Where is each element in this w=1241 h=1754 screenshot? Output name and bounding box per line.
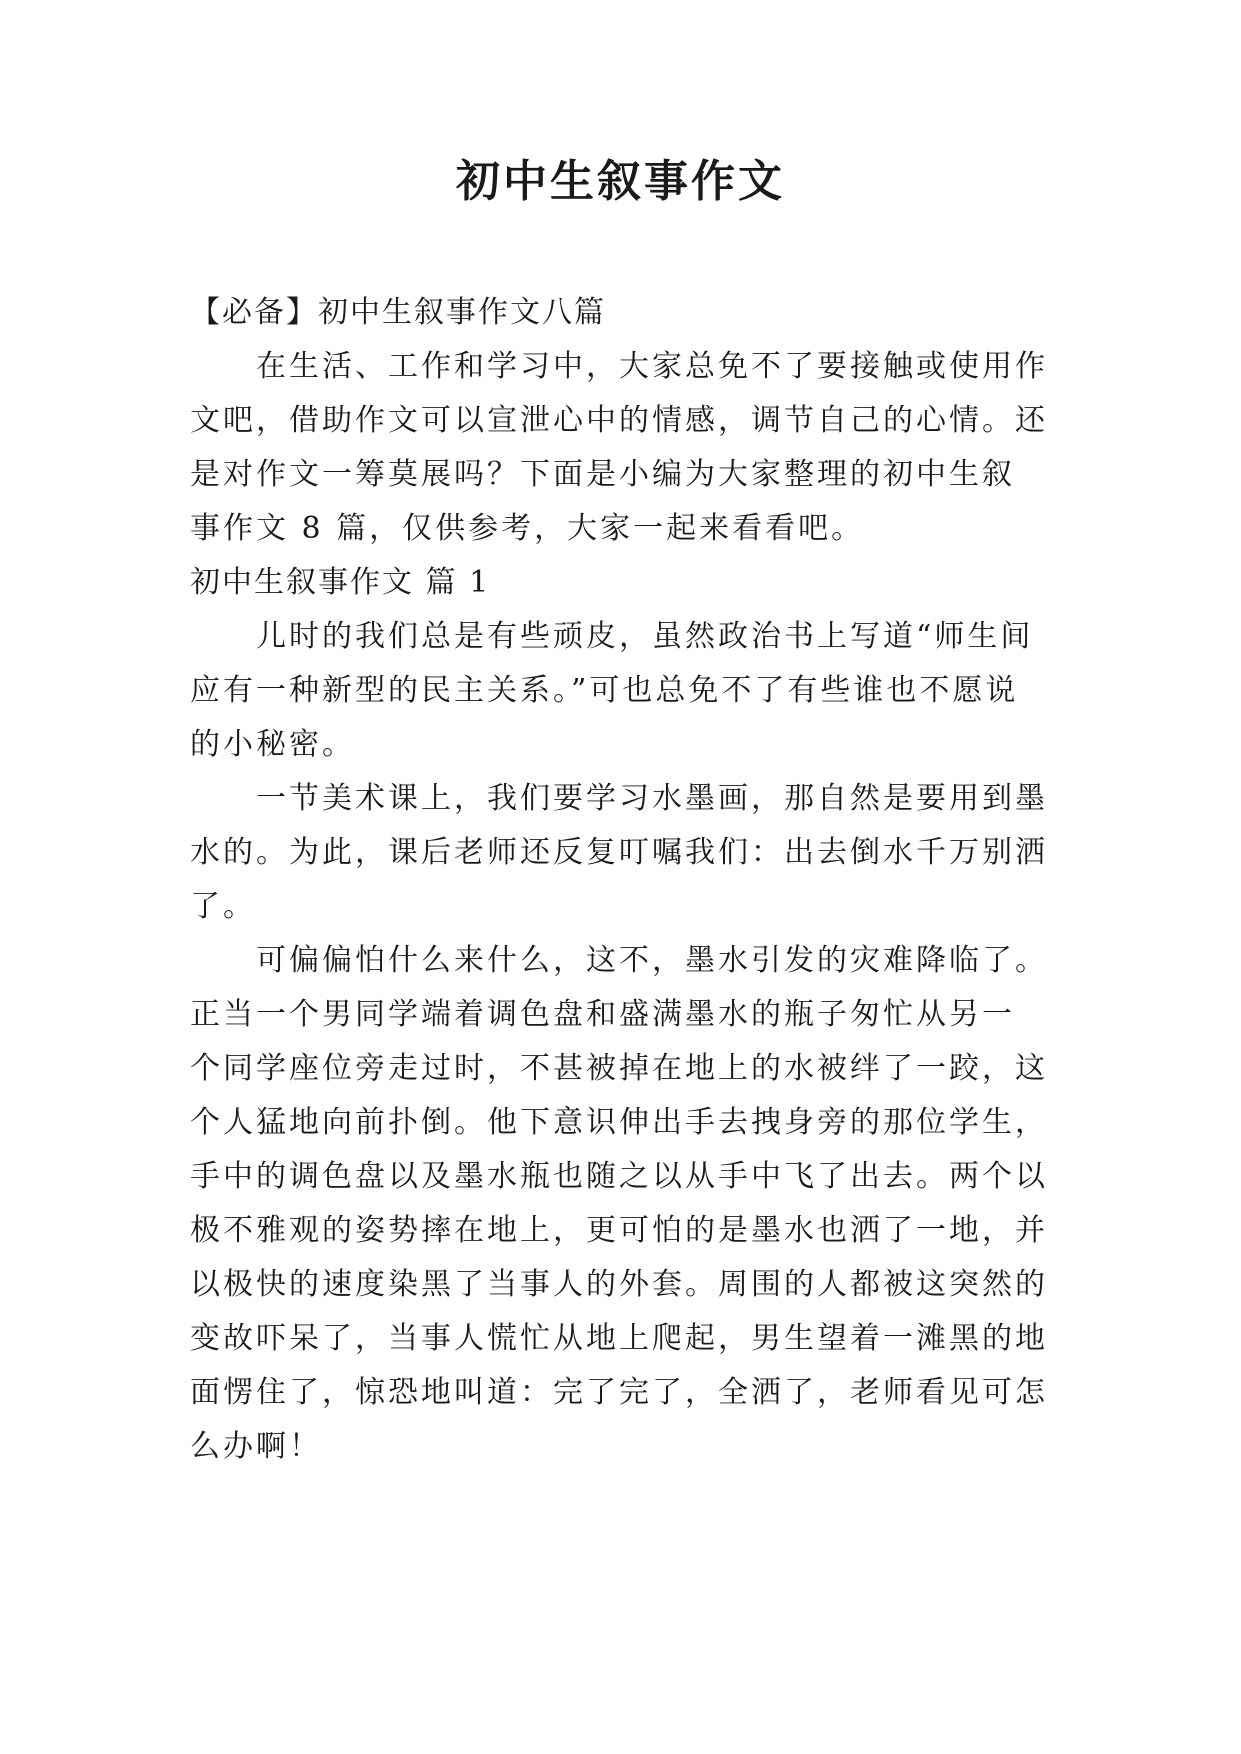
paragraph-line: 是对作文一筹莫展吗？下面是小编为大家整理的初中生叙 <box>190 457 1015 492</box>
paragraph-line: 面愣住了，惊恐地叫道：完了完了，全洒了，老师看见可怎 <box>190 1375 1048 1410</box>
paragraph-line: 应有一种新型的民主关系。”可也总免不了有些谁也不愿说 <box>190 673 1019 708</box>
paragraph-line: 个人猛地向前扑倒。他下意识伸出手去拽身旁的那位学生， <box>190 1105 1048 1140</box>
paragraph-line: 个同学座位旁走过时，不甚被掉在地上的水被绊了一跤，这 <box>190 1051 1048 1086</box>
paragraph-line: 么办啊！ <box>190 1429 322 1464</box>
paragraph-line: 可偏偏怕什么来什么，这不，墨水引发的灾难降临了。 <box>190 943 1048 978</box>
paragraph-line: 事作文 8 篇，仅供参考，大家一起来看看吧。 <box>190 511 865 546</box>
paragraph-line: 极不雅观的姿势摔在地上，更可怕的是墨水也洒了一地，并 <box>190 1213 1048 1248</box>
document-subtitle: 【必备】初中生叙事作文八篇 <box>190 295 606 330</box>
document-title: 初中生叙事作文 <box>456 156 785 207</box>
paragraph-line: 以极快的速度染黑了当事人的外套。周围的人都被这突然的 <box>190 1267 1048 1302</box>
paragraph-line: 儿时的我们总是有些顽皮，虽然政治书上写道“师生间 <box>190 619 1034 654</box>
paragraph-line: 手中的调色盘以及墨水瓶也随之以从手中飞了出去。两个以 <box>190 1159 1048 1194</box>
paragraph-line: 文吧，借助作文可以宣泄心中的情感，调节自己的心情。还 <box>190 403 1048 438</box>
document-body <box>190 286 1080 1474</box>
paragraph-line: 在生活、工作和学习中，大家总免不了要接触或使用作 <box>190 349 1048 384</box>
paragraph-line: 正当一个男同学端着调色盘和盛满墨水的瓶子匆忙从另一 <box>190 997 1015 1032</box>
paragraph-line: 的小秘密。 <box>190 727 355 762</box>
paragraph-line: 变故吓呆了，当事人慌忙从地上爬起，男生望着一滩黑的地 <box>190 1321 1048 1356</box>
paragraph-line: 水的。为此，课后老师还反复叮嘱我们：出去倒水千万别洒 <box>190 835 1048 870</box>
section-heading: 初中生叙事作文 篇 1 <box>190 565 491 600</box>
paragraph-line: 一节美术课上，我们要学习水墨画，那自然是要用到墨 <box>190 781 1048 816</box>
paragraph-line: 了。 <box>190 889 256 924</box>
